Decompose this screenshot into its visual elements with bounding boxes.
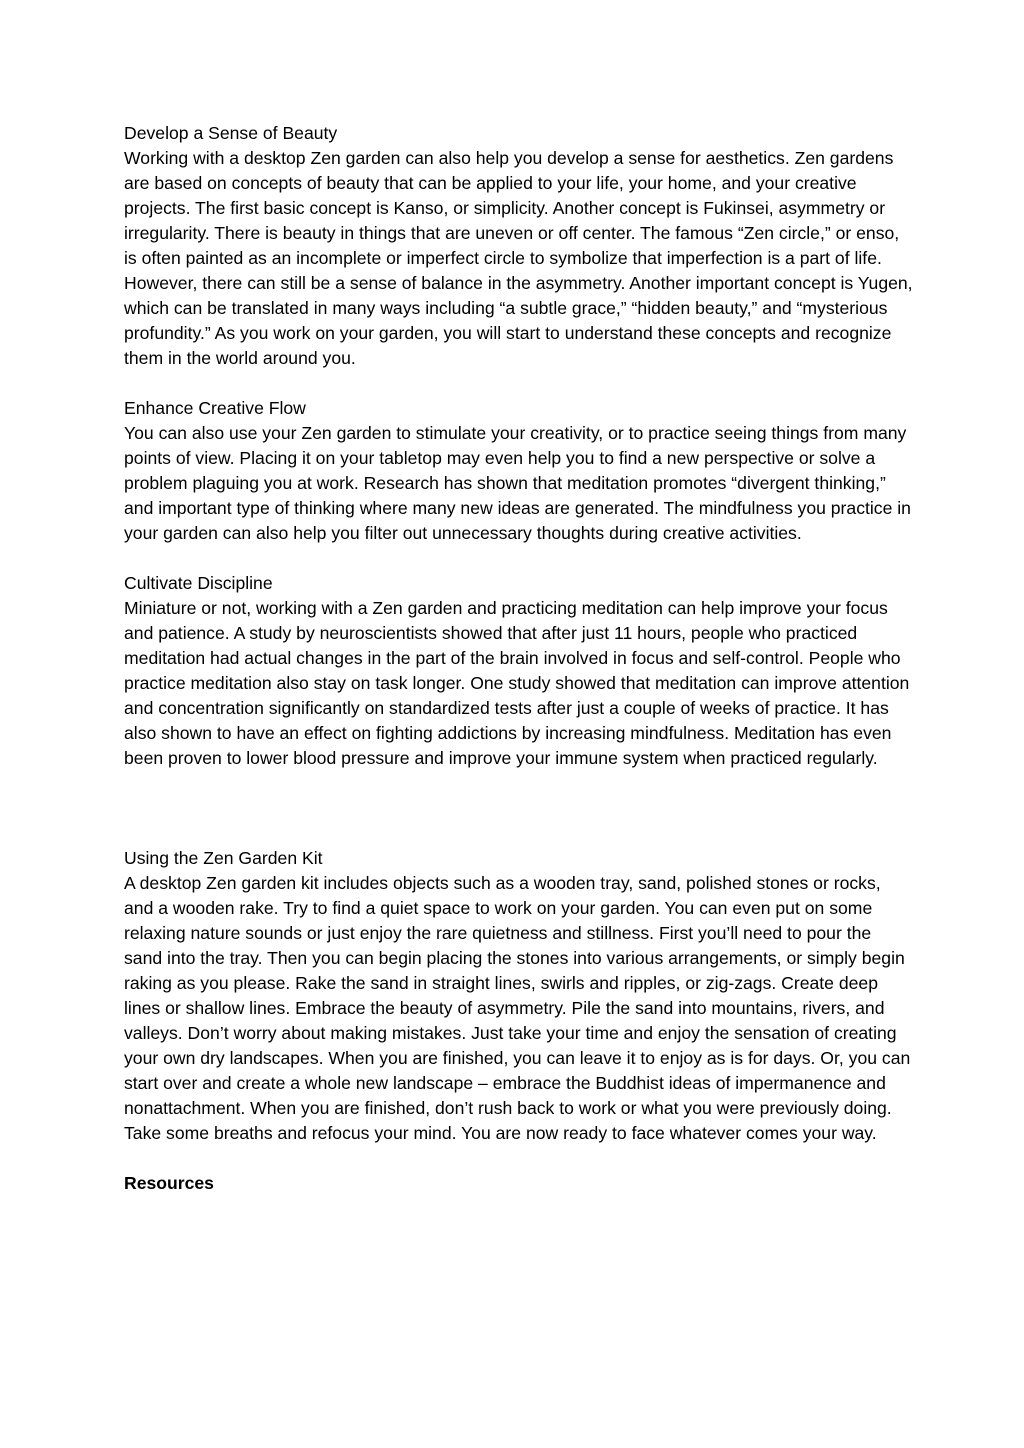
section-body: Working with a desktop Zen garden can also help you develop a sense for aesthetics. Zen gardens are based on concepts of beauty that can be applied to your life, your home, and your creative projects. The first basic concept is Kanso, or simplicity. Another concept is Fukinsei, asymmetry or irregularity. There is beauty in things that are uneven or off center. The famous “Zen circle,” or enso, is often painted as an incomplete or imperfect circle to symbolize that imperfection is a part of life. However, there can still be a sense of balance in the asymmetry. Another important concept is Yugen, which can be translated in many ways including “a subtle grace,” “hidden beauty,” and “mysterious profundity.” As you work on your garden, you will start to understand these concepts and recognize them in the world around you. [124, 148, 913, 368]
section-body: You can also use your Zen garden to stimulate your creativity, or to practice seeing things from many points of view. Placing it on your tabletop may even help you to find a new perspective or solve a problem plaguing you at work. Research has shown that meditation promotes “divergent thinking,” and important type of thinking where many new ideas are generated. The mindfulness you practice in your garden can also help you filter out unnecessary thoughts during creative activities. [124, 423, 911, 543]
section-discipline [124, 571, 914, 771]
section-creative-flow [124, 396, 914, 546]
document-page [124, 121, 914, 1196]
section-body: Miniature or not, working with a Zen garden and practicing meditation can help improve your focus and patience. A study by neuroscientists showed that after just 11 hours, people who practiced meditation had actual changes in the part of the brain involved in focus and self-control. People who practice meditation also stay on task longer. One study showed that meditation can improve attention and concentration significantly on standardized tests after just a couple of weeks of practice. It has also shown to have an effect on fighting addictions by increasing mindfulness. Meditation has even been proven to lower blood pressure and improve your immune system when practiced regularly. [124, 598, 910, 768]
section-heading: Using the Zen Garden Kit [124, 848, 323, 868]
resources-heading: Resources [124, 1173, 214, 1193]
section-heading: Enhance Creative Flow [124, 398, 306, 418]
section-beauty [124, 121, 914, 371]
section-zen-garden-kit [124, 846, 914, 1146]
section-heading: Develop a Sense of Beauty [124, 123, 338, 143]
section-body: A desktop Zen garden kit includes objects such as a wooden tray, sand, polished stones or rocks, and a wooden rake. Try to find a quiet space to work on your garden. You can even put on some relaxing nature sounds or just enjoy the rare quietness and stillness. First you’ll need to pour the sand into the tray. Then you can begin placing the stones into various arrangements, or simply begin raking as you please. Rake the sand in straight lines, swirls and ripples, or zig-zags. Create deep lines or shallow lines. Embrace the beauty of asymmetry. Pile the sand into mountains, rivers, and valleys. Don’t worry about making mistakes. Just take your time and enjoy the sensation of creating your own dry landscapes. When you are finished, you can leave it to enjoy as is for days. Or, you can start over and create a whole new landscape – embrace the Buddhist ideas of impermanence and nonattachment. When you are finished, don’t rush back to work or what you were previously doing. Take some breaths and refocus your mind. You are now ready to face whatever comes your way. [124, 873, 911, 1143]
section-heading: Cultivate Discipline [124, 573, 273, 593]
